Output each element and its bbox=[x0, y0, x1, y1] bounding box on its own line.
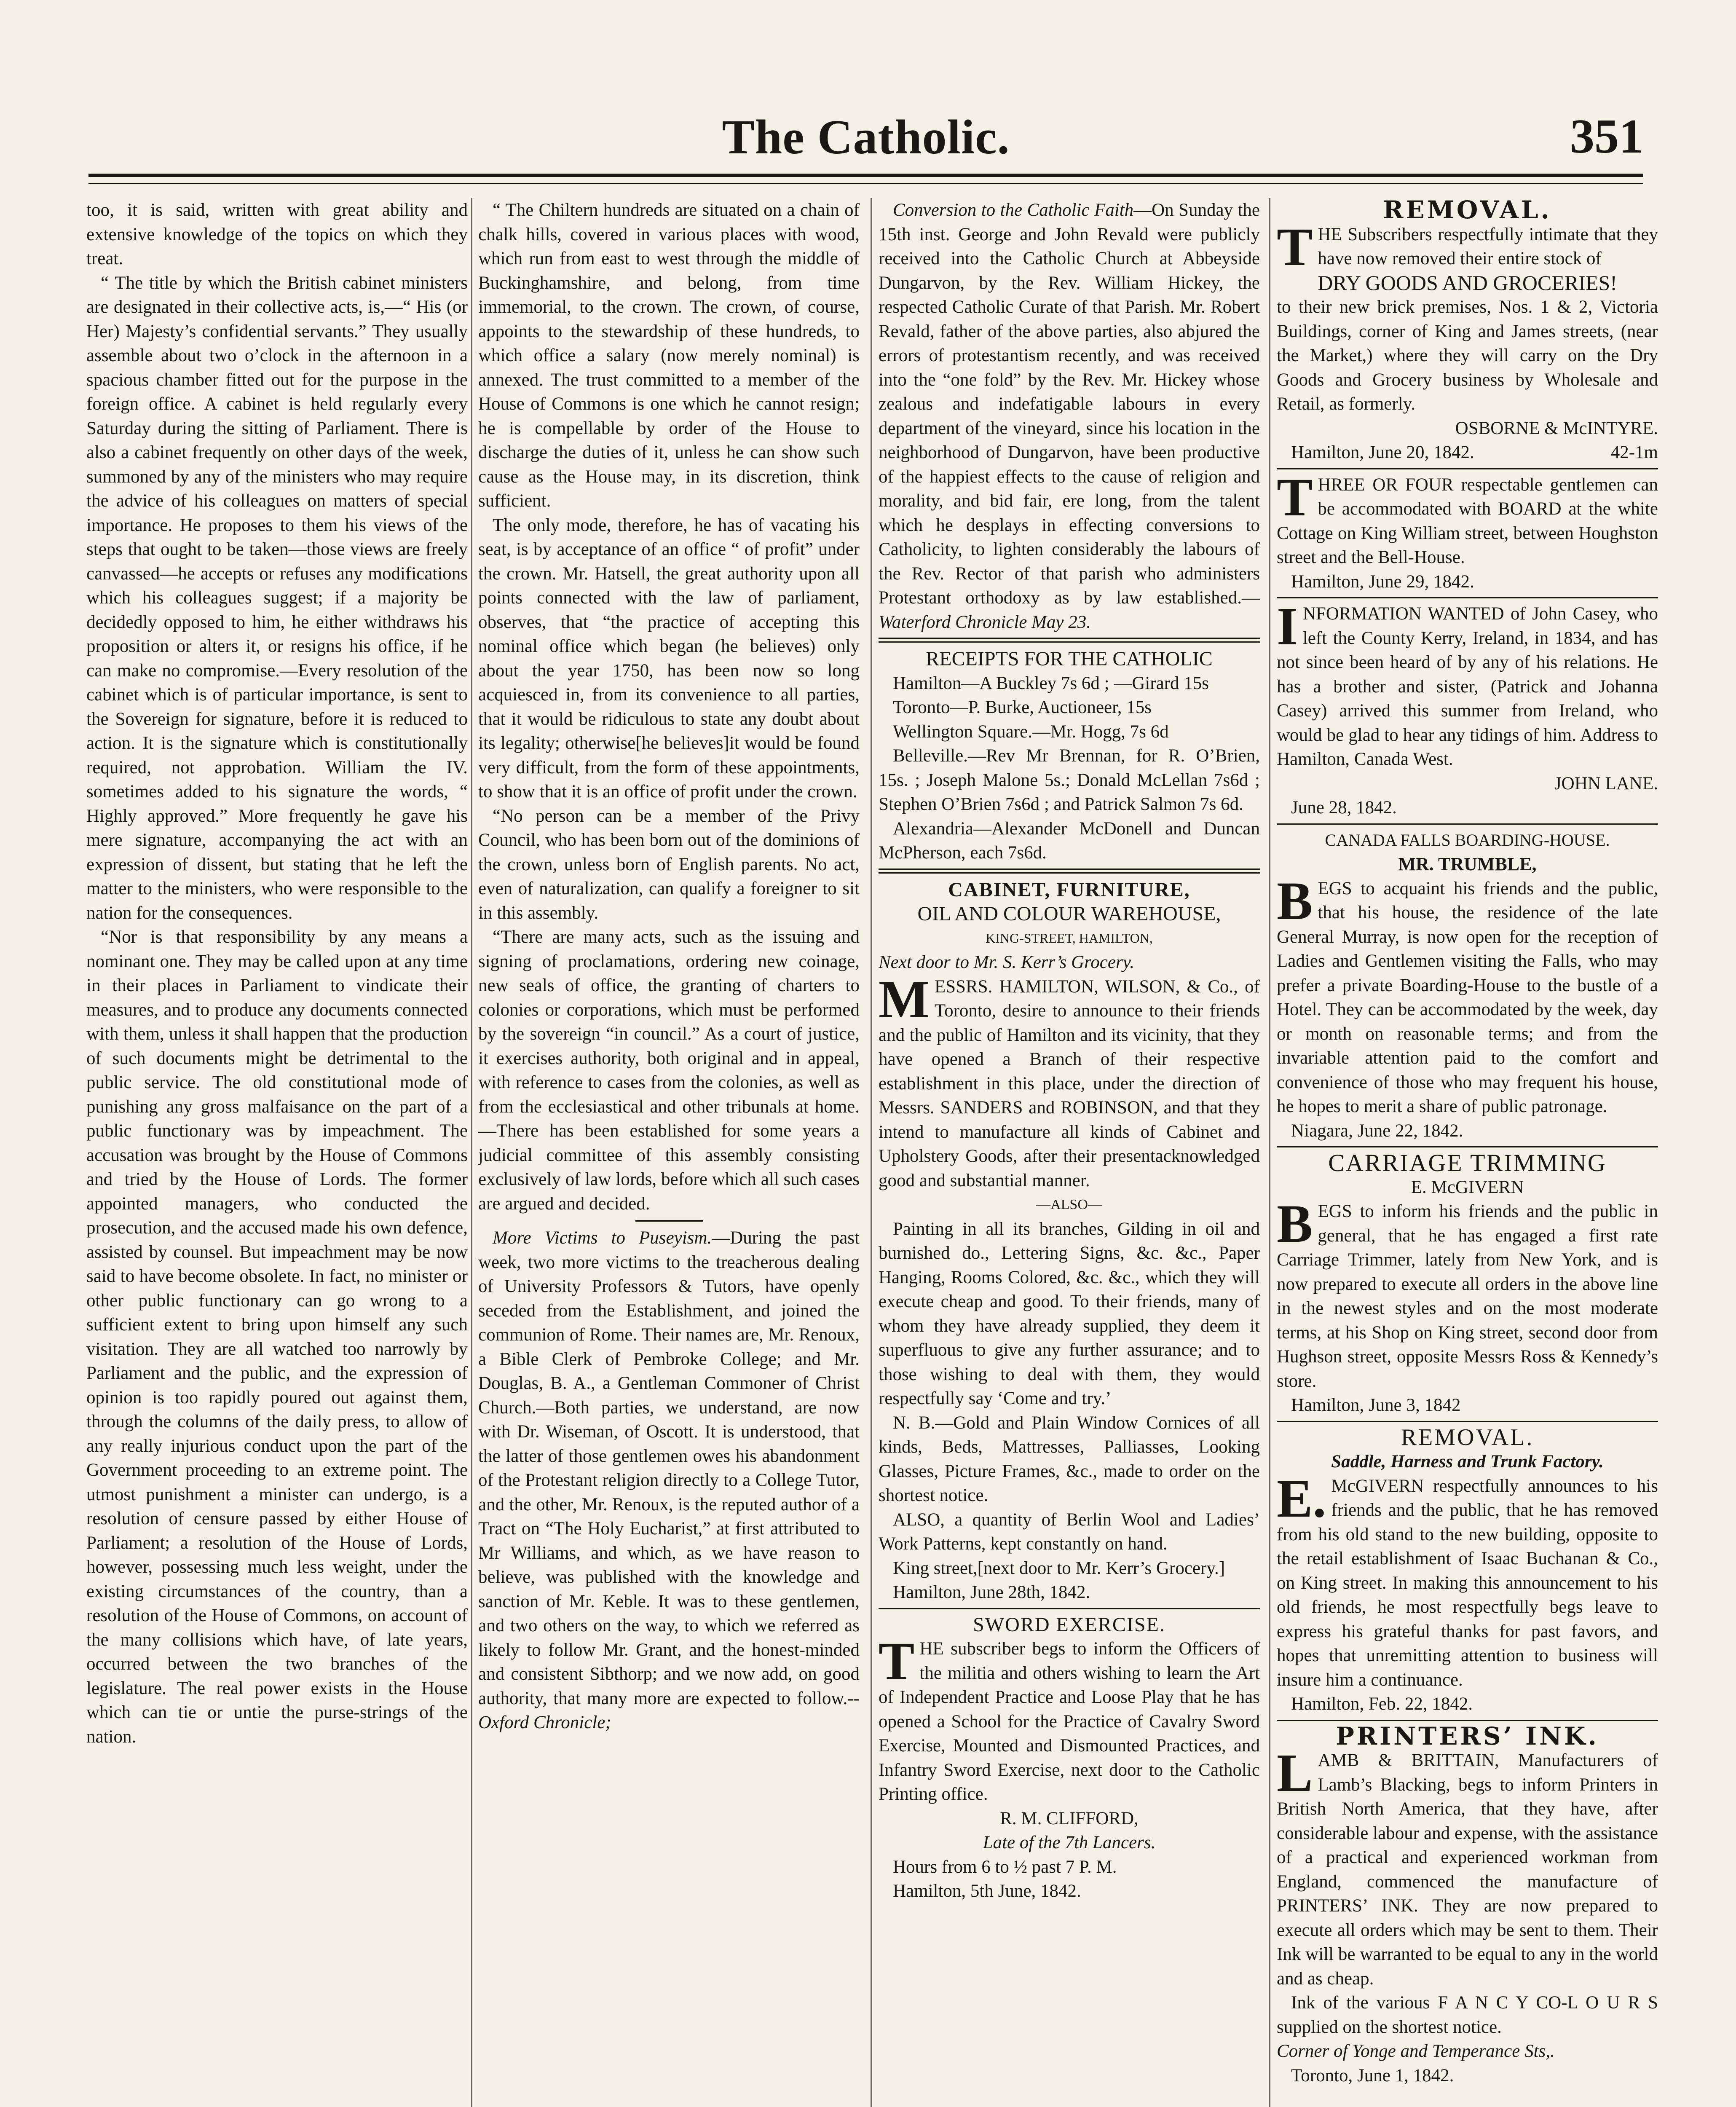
conversion-article bbox=[879, 198, 1260, 634]
ad-body-text: HE Subscribers respectfully intimate that they have now removed their entire stock of bbox=[1318, 224, 1658, 268]
ad-body: N. B.—Gold and Plain Window Cornices of all kinds, Beds, Mattresses, Palliasses, Looking Glasses, Picture Frames, &c., made to order on the shortest notice. bbox=[879, 1413, 1260, 1505]
ad-body-text: HREE OR FOUR respectable gentlemen can be accommodated with BOARD at the white Cottage on King William street, between Houghston street and the Bell-House. bbox=[1277, 474, 1658, 567]
ad-body: ALSO, a quantity of Berlin Wool and Ladies’ Work Patterns, kept constantly on hand. bbox=[879, 1509, 1260, 1554]
article-paragraph: “Nor is that responsibility by any means a nominant one. They may be called upon at any time in their places in Parliament to vindicate their measures, and to produce any documents connected with them, unless it shall happen that the production of such documents might be detrimental to the public service. The old constitutional mode of punishing any gross malfaisance on the part of a public functionary was by impeachment. The accusation was brought by the House of Commons and tried by the House of Lords. The former appointed managers, who conducted the prosecution, and the accused made his own defence, assisted by counsel. But impeachment may be now said to have become obsolete. In fact, no minister or other public functionary can go wrong to a sufficient extent to bring upon himself any such visitation. They are all watched too narrowly by Parliament and the public, and the expression of opinion is too rapidly poured out against them, through the columns of the daily press, to allow of any really injurious conduct upon the part of the Government proceeding to an extreme point. The utmost punishment a minister can undergo, is a resolution of censure passed by either House of Parliament; a resolution of the House of Lords, however, possessing much less weight, under the existing circumstances of the country, than a resolution of the House of Commons, on account of the many collisions which have, of late years, occurred between the two branches of the legislature. The real power exists in the House which can tie or untie the purse-strings of the nation. bbox=[86, 927, 468, 1747]
ad-heading: REMOVAL. bbox=[1383, 198, 1552, 224]
drop-cap: B bbox=[1277, 871, 1313, 931]
section-divider bbox=[1277, 1146, 1658, 1147]
section-divider bbox=[1277, 1421, 1658, 1422]
header-rule bbox=[88, 174, 1643, 184]
drop-cap: T bbox=[879, 1631, 915, 1691]
ad-date: Hamilton, Feb. 22, 1842. bbox=[1291, 1694, 1473, 1714]
ad-also: —ALSO— bbox=[1036, 1197, 1102, 1212]
ad-date: Toronto, June 1, 1842. bbox=[1291, 2065, 1454, 2086]
drop-cap: B bbox=[1277, 1194, 1313, 1254]
article-paragraph: “ The Chiltern hundreds are situated on a chain of chalk hills, covered in various places with wood, which run from east to west through the middle of Buckinghamshire, and belong, from time immemorial, to the crown. The crown, of course, appoints to the stewardship of these hundreds, to which office a salary (now merely nominal) is annexed. The trust committed to a member of the House of Commons is one which he cannot resign; he is compellable by order of the House to discharge the duties of it, unless he can show such cause as the House may, in its discretion, think sufficient. bbox=[478, 200, 860, 511]
receipt-line: Alexandria—Alexander McDonell and Duncan McPherson, each 7s6d. bbox=[879, 818, 1260, 863]
ad-body bbox=[1277, 217, 1658, 277]
ad-subheading: MR. TRUMBLE, bbox=[1398, 854, 1537, 874]
article-paragraph: The only mode, therefore, he has of vacating his seat, is by acceptance of an office “ of profit” under the crown. Mr. Hatsell, the great authority upon all points connected with the law of parliament, observes, that “the practice of accepting this nominal office which began (he believes) only about the year 1750, has been now so long acquiesced in, from its convenience to all parties, that it would be ridiculous to state any doubt about its legality; otherwise[he believes]it would be found very difficult, from the form of these appointments, to show that it is an office of profit under the crown. bbox=[478, 515, 860, 802]
ad-body-text: NFORMATION WANTED of John Casey, who left the County Kerry, Ireland, in 1834, and has not since been heard of by any of his relations. He has a brother and sister, (Patrick and Johanna Casey) arrived this summer from Ireland, who would be glad to hear any tidings of him. Address to Hamilton, Canada West. bbox=[1277, 604, 1658, 769]
ad-heading: CANADA FALLS BOARDING-HOUSE. bbox=[1325, 830, 1610, 850]
article-heading: Conversion to the Catholic Faith bbox=[893, 200, 1134, 220]
column-divider bbox=[871, 198, 872, 2107]
section-divider bbox=[1277, 597, 1658, 598]
ad-date: Hamilton, June 20, 1842. bbox=[1291, 442, 1474, 462]
ad-date: Hamilton, June 3, 1842 bbox=[1291, 1395, 1461, 1415]
column-3 bbox=[879, 198, 1260, 2107]
page-number: 351 bbox=[1570, 110, 1643, 164]
ad-heading: CABINET, FURNITURE, bbox=[948, 878, 1190, 901]
ad-body bbox=[1277, 1194, 1658, 1393]
ad-body-text: EGS to acquaint his friends and the public, that his house, the residence of the late General Murray, is now open for the reception of Ladies and Gentlemen visiting the Falls, who may prefer a private Boarding-House to the bustle of a Hotel. They can be accommodated by the week, day or month on reasonable terms; and from the invariable attention paid to the comfort and convenience of those who may frequent his house, he hopes to merit a share of public patronage. bbox=[1277, 878, 1658, 1116]
ad-emphasis: DRY GOODS AND GROCERIES! bbox=[1318, 271, 1617, 295]
ad-heading: REMOVAL. bbox=[1401, 1424, 1534, 1450]
ad-body bbox=[1277, 871, 1658, 1119]
ad-subheading-text: Saddle, Harness and Trunk Factory. bbox=[1331, 1452, 1604, 1472]
article-source: Waterford Chronicle May 23. bbox=[879, 612, 1091, 632]
ad-body-text: HE subscriber begs to inform the Officers of the militia and others wishing to learn the Art of Independent Practice and Loose Play that he has opened a School for the Practice of Cavalry Sword Exercise, Mounted and Dismounted Practices, and Infantry Sword Exercise, next door to the Catholic Printing office. bbox=[879, 1639, 1260, 1804]
ad-date: June 28, 1842. bbox=[1291, 798, 1397, 818]
article-paragraph: “No person can be a member of the Privy Council, who has been born out of the dominions of the crown, unless born of English parents. No act, even of naturalization, can qualify a foreigner to sit in this assembly. bbox=[478, 806, 860, 923]
drop-cap: T bbox=[1277, 467, 1313, 527]
section-divider bbox=[1277, 823, 1658, 825]
receipts-heading: RECEIPTS FOR THE CATHOLIC bbox=[926, 648, 1213, 670]
ad-heading: SWORD EXERCISE. bbox=[973, 1613, 1165, 1636]
section-divider bbox=[635, 1220, 703, 1222]
ad-body bbox=[1277, 467, 1658, 570]
ad-subheading: E. McGIVERN bbox=[1411, 1177, 1524, 1197]
ad-body bbox=[1277, 1468, 1658, 1692]
receipt-line: Wellington Square.—Mr. Hogg, 7s 6d bbox=[893, 721, 1169, 742]
ad-body bbox=[1277, 1743, 1658, 1991]
column-divider bbox=[1269, 198, 1270, 2107]
ad-body: Ink of the various F A N C Y CO-L O U R S supplied on the shortest notice. bbox=[1277, 1993, 1658, 2037]
section-divider bbox=[879, 869, 1260, 874]
article-paragraph: “There are many acts, such as the issuing and signing of proclamations, ordering new coinage, new seals of office, the granting of charters to colonies or corporations, which must be performed by the sovereign “in council.” As a court of justice, it exercises authority, both original and in appeal, with reference to cases from the colonies, as well as from the ecclesiastical and other tribunals at home.—There has been established for some years a judicial committee of this assembly consisting exclusively of law lords, before which all such cases are argued and decided. bbox=[478, 927, 860, 1214]
ad-body bbox=[879, 1631, 1260, 1807]
ad-signature-title-text: Late of the 7th Lancers. bbox=[983, 1833, 1156, 1852]
column-2 bbox=[478, 198, 860, 2107]
receipt-line: Hamilton—A Buckley 7s 6d ; —Girard 15s bbox=[893, 673, 1209, 693]
ad-address-text: Corner of Yonge and Temperance Sts,. bbox=[1277, 2041, 1555, 2061]
article-paragraph: too, it is said, written with great ability and extensive knowledge of the topics on which they treat. bbox=[86, 200, 468, 268]
ad-address: KING-STREET, HAMILTON, bbox=[986, 930, 1153, 946]
ad-date: Hamilton, June 28th, 1842. bbox=[893, 1582, 1090, 1602]
article-body: —On Sunday the 15th inst. George and John Revald were publicly received into the Catholic Church at Abbeyside Dungarvon, by the Rev. William Hickey, the respected Catholic Curate of that Parish. Mr. Robert Revald, father of the above parties, also abjured the errors of protestantism recently, and was received into the “one fold” by the Rev. Mr. Hickey whose zealous and indefatigable labours in every department of the vineyard, since his location in the neighborhood of Dungarvon, have been productive of the happiest effects to the cause of religion and morality, and bid fair, ere long, from the talent which he desplays in effecting conversions to Catholicity, to lighten considerably the labours of the Rev. Rector of that parish who administers Protestant orthodoxy as by law established.— bbox=[879, 200, 1260, 608]
ad-body bbox=[1277, 596, 1658, 772]
ad-body bbox=[879, 969, 1260, 1193]
column-divider bbox=[471, 198, 472, 2107]
receipt-line: Toronto—P. Burke, Auctioneer, 15s bbox=[893, 697, 1152, 717]
ad-body: Painting in all its branches, Gilding in oil and burnished do., Lettering Signs, &c. &c., Paper Hanging, Rooms Colored, &c. &c., which they will execute cheap and good. To their friends, many of whom they have already supplied, they deem it superfluous to give any further assurance; and to those wishing to deal with them, they would respectfully say ‘Come and try.’ bbox=[879, 1219, 1260, 1408]
ad-code: 42-1m bbox=[1610, 442, 1658, 462]
section-divider bbox=[1277, 1720, 1658, 1721]
article-paragraph: “ The title by which the British cabinet ministers are designated in their collective acts, is,—“ His (or Her) Majesty’s confidential servants.” They usually assemble about two o’clock in the afternoon in a spacious chamber fitted out for the purpose in the foreign office. A cabinet is held regularly every Saturday during the sitting of Parliament. There is also a cabinet frequently on other days of the week, summoned by any of the ministers who may require the advice of his colleagues on matters of special importance. He proposes to them his views of the steps that ought to be taken—those views are freely canvassed—he accepts or refuses any modifications which his colleagues suggest; if a majority be decidedly opposed to him, he either withdraws his proposition or alters it, or resigns his office, if he can make no compromise.—Every resolution of the cabinet which is of particular importance, is sent to the Sovereign for signature, before it is reduced to action. It is the signature which is constitutionally required, not approbation. William the IV. sometimes added to his signature the words, “ Highly approved.” More frequently he gave his mere signature, accompanying the act with an expression of dissent, but stating that he left the matter to the ministers, who were responsible to the nation for the consequences. bbox=[86, 273, 468, 923]
ad-signature: JOHN LANE. bbox=[1554, 773, 1658, 793]
ad-signature: OSBORNE & McINTYRE. bbox=[1455, 418, 1658, 438]
ad-body-text: ESSRS. HAMILTON, WILSON, & Co., of Toronto, desire to announce to their friends and the public of Hamilton and its vicinity, that they have opened a Branch of their respective establishment in this place, under the direction of Messrs. SANDERS and ROBINSON, and that they intend to manufacture all kinds of Cabinet and Upholstery Goods, after their presentacknowledged good and substantial manner. bbox=[879, 976, 1260, 1190]
ad-date: Niagara, June 22, 1842. bbox=[1291, 1121, 1463, 1141]
ad-subheading bbox=[1277, 1450, 1658, 1474]
ad-date: Hamilton, June 29, 1842. bbox=[1291, 571, 1474, 592]
ad-signature-title bbox=[879, 1831, 1260, 1855]
ad-body-text: AMB & BRITTAIN, Manufacturers of Lamb’s Blacking, begs to inform Printers in British North America, that they have, after considerable labour and expense, with the assistance of a practical and experienced workman from England, commenced the manufacture of PRINTERS’ INK. They are now prepared to execute all orders which may be sent to them. Their Ink will be warranted to be equal to any in the world and as cheap. bbox=[1277, 1750, 1658, 1989]
column-4 bbox=[1277, 198, 1658, 2107]
ad-address bbox=[1277, 2039, 1658, 2064]
ad-date-line bbox=[1277, 440, 1658, 465]
ad-address: King street,[next door to Mr. Kerr’s Grocery.] bbox=[893, 1558, 1225, 1578]
drop-cap: I bbox=[1277, 596, 1298, 656]
section-divider bbox=[1277, 468, 1658, 469]
masthead bbox=[88, 101, 1643, 169]
drop-cap: L bbox=[1277, 1743, 1313, 1803]
ad-next-door-text: Next door to Mr. S. Kerr’s Grocery. bbox=[879, 952, 1135, 972]
column-1 bbox=[86, 198, 468, 2107]
article-source: --Oxford Chronicle; bbox=[478, 1688, 860, 1732]
article-heading: More Victims to Puseyism. bbox=[493, 1228, 712, 1248]
section-divider bbox=[879, 1608, 1260, 1609]
ad-subheading: OIL AND COLOUR WAREHOUSE, bbox=[917, 903, 1221, 925]
ad-body: to their new brick premises, Nos. 1 & 2, Victoria Buildings, corner of King and James streets, (near the Market,) where they will carry on the Dry Goods and Grocery business by Wholesale and Retail, as formerly. bbox=[1277, 297, 1658, 414]
ad-next-door bbox=[879, 950, 1260, 975]
ad-date: Hamilton, 5th June, 1842. bbox=[893, 1881, 1081, 1901]
drop-cap: M bbox=[879, 969, 930, 1029]
ad-hours: Hours from 6 to ½ past 7 P. M. bbox=[893, 1857, 1117, 1877]
puseyism-article bbox=[478, 1226, 860, 1735]
drop-cap: T bbox=[1277, 217, 1313, 277]
ad-body-text: McGIVERN respectfully announces to his friends and the public, that he has removed from his old stand to the new building, opposite to the retail establishment of Isaac Buchanan & Co., on King street. In making this announcement to his old friends, he most respectfully begs leave to express his grateful thanks for past favors, and hopes that unremitting attention to business will insure him a continuance. bbox=[1277, 1476, 1658, 1690]
ad-heading: CARRIAGE TRIMMING bbox=[1328, 1149, 1607, 1177]
ad-heading: PRINTERS’ INK. bbox=[1336, 1721, 1599, 1750]
newspaper-title: The Catholic. bbox=[722, 110, 1010, 164]
receipt-line: Belleville.—Rev Mr Brennan, for R. O’Brien, 15s. ; Joseph Malone 5s.; Donald McLellan 7s6d ; Stephen O’Brien 7s6d ; and Patrick Salmon 7s 6d. bbox=[879, 746, 1260, 814]
article-body: —During the past week, two more victims to the treacherous dealing of University Professors & Tutors, have openly seceded from the Establishment, and joined the communion of Rome. Their names are, Mr. Renoux, a Bible Clerk of Pembroke College; and Mr. Douglas, B. A., a Gentleman Commoner of Christ Church.—Both parties, we understand, are now with Dr. Wiseman, of Oscott. It is understood, that the latter of those gentlemen owes his abandonment of the Protestant religion directly to a College Tutor, and the other, Mr. Renoux, is the reputed author of a Tract on “The Holy Eucharist,” at first attributed to Mr Williams, and which, as we have reason to believe, was published with the knowledge and sanction of Mr. Keble. It was to these gentlemen, and two others on the way, to which we referred as likely to follow Mr. Grant, and the honest-minded and consistent Sibthorp; and we now add, on good authority, that many more are expected to follow. bbox=[478, 1228, 860, 1708]
ad-body-text: EGS to inform his friends and the public in general, that he has engaged a first rate Carriage Trimmer, lately from New York, and is now prepared to execute all orders in the above line in the newest styles and on the most moderate terms, at his Shop on King street, second door from Hughson street, opposite Messrs Ross & Kennedy’s store. bbox=[1277, 1201, 1658, 1391]
drop-cap: E. bbox=[1277, 1468, 1326, 1528]
section-divider bbox=[879, 638, 1260, 643]
ad-signature: R. M. CLIFFORD, bbox=[1000, 1808, 1139, 1828]
